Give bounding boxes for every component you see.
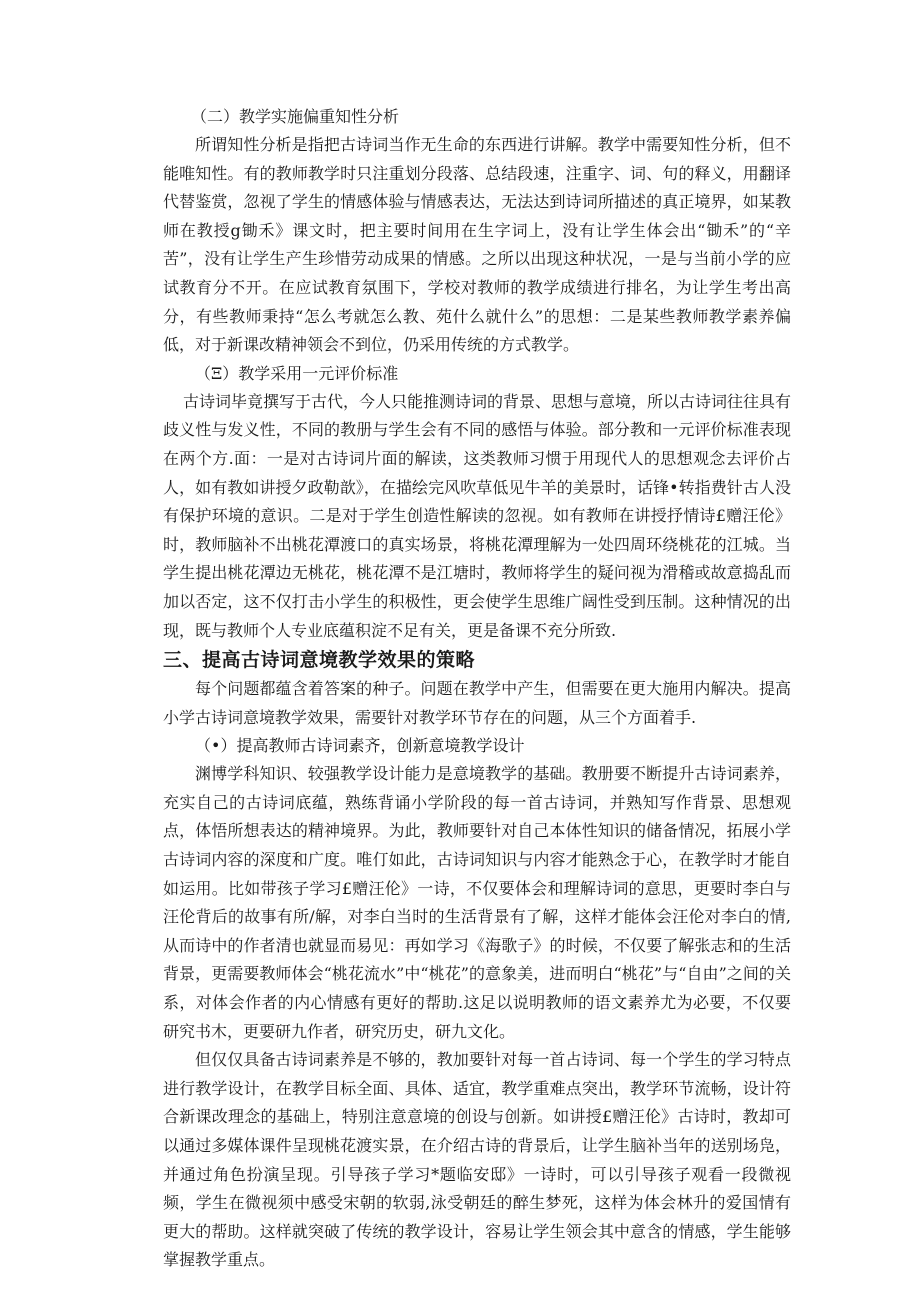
- subsection-heading-2: （二）教学实施偏重知性分析: [191, 107, 400, 126]
- paragraph-teaching-design: 但仅仅具备古诗词素养是不够的，教加要针对每一首占诗词、每一个学生的学习特点进行教学设计，在教学目标全面、具体、适宜，教学重难点突出，教学环节流畅，设计符合新课改理念的基础上，特别注意意境的创设与创新。如讲授£赠汪伦》古诗时，教却可以通过多媒体课件呈现桃花渡实景，在介绍古诗的背景后，让学生脑补当年的送别场凫，并通过角色扮演呈现。引导孩子学习*题临安邸》一诗时，可以引导孩子观看一段微视频，学生在微视须中感受宋朝的软弱,泳受朝廷的醉生梦死，这样为体会林升的爱国情有更大的帮助。这样就突破了传统的教学设计，容易让学生领会其中意含的情感，学生能够掌握教学重点。: [163, 1050, 791, 1270]
- paragraph-knowledge-analysis: 所谓知性分析是指把古诗词当作无生命的东西进行讲解。教学中需要知性分析，但不能唯知性。有的教师教学时只注重划分段落、总结段速，注重字、词、句的释义，用翻译代替鉴赏，忽视了学生的情感体验与情感表达，无法达到诗词所描述的真正境界，如某教师在教授g锄禾》课文时，把主要时间用在生字词上，没有让学生体会出“锄禾”的“辛苦”，没有让学生产生珍惜劳动成果的情感。之所以出现这种状况，一是与当前小学的应试教育分不开。在应试教育氛围下，学校对教师的教学成绩进行排名，为让学生考出高分，有些教师秉持“怎么考就怎么教、苑什么就什么”的思想：二是某些教师教学素养偏低，对于新课改精神领会不到位，仍采用传统的方式教学。: [163, 135, 791, 355]
- document-body: [163, 103, 791, 1275]
- paragraph-single-evaluation: 古诗词毕竟撰写于古代，今人只能推测诗词的背景、思想与意境，所以古诗词往往具有歧义性与发义性，不同的教册与学生会有不同的感悟与体验。部分教和一元评价标准表现在两个方.面：一是对古诗词片面的解读，这类教师习惯于用现代人的思想观念去评价占人，如有教如讲授夕政勒歆》，在描绘完风吹草低见牛羊的美景时，话锋•转指费针古人没有保护环境的意识。二是对于学生创造性解读的忽视。如有教师在讲授抒情诗£赠汪伦》时，教师脑补不出桃花潭渡口的真实场景，将桃花潭理解为一处四周环绕桃花的江城。当学生提出桃花潭边无桃花，桃花潭不是江塘时，教师将学生的疑问视为滑稽或故意捣乱而加以否定，这不仅打击小学生的积极性，更会使学生思维广阔性受到压制。这种情况的出现，既与教师个人专业底蕴积淀不足有关，更是备课不充分所致.: [163, 391, 792, 640]
- paragraph-teacher-literacy: 渊博学科知识、较强教学设计能力是意境教学的基础。教册要不断提升古诗词素养，充实自己的古诗词底蕴，熟练背诵小学阶段的每一首古诗词，并熟知写作背景、思想观点，体悟所想表达的精神境界。为此，教师要针对自己本体性知识的储备情况，拓展小学古诗词内容的深度和广度。唯仃如此，古诗词知识与内容才能熟念于心，在教学时才能自如运用。比如带孩子学习£赠汪伦》一诗，不仅要体会和理解诗词的意思，更要时李白与汪伦背后的故事有所/解，对李白当时的生活背景有了解，这样才能体会汪伦对李白的情,从而诗中的作者清也就显而易见：再如学习《海歌子》的时候，不仅要了解张志和的生活背景，更需要教师体会“桃花流水”中“桃花”的意象美，进而明白“桃花”与“自由”之间的关系，对体会作者的内心情感有更好的帮助.这足以说明教师的语文素养尤为必要，不仅要研究书木，更要研九作者，研究历史，研九文化。: [163, 764, 791, 1041]
- paragraph-strategy-intro: 每个问题都蕴含着答案的种子。问题在教学中产生，但需要在更大施用内解决。提高小学古诗词意境教学效果，需要针对教学环节存在的问题，从三个方面着手.: [163, 679, 791, 727]
- subsection-heading-1: （•）提高教师古诗词素齐，创新意境教学设计: [195, 736, 525, 756]
- section-title-3: 三、提高古诗词意境教学效果的策略: [163, 649, 476, 672]
- subsection-heading-3: （Ξ）教学采用一元评价标准: [195, 363, 399, 383]
